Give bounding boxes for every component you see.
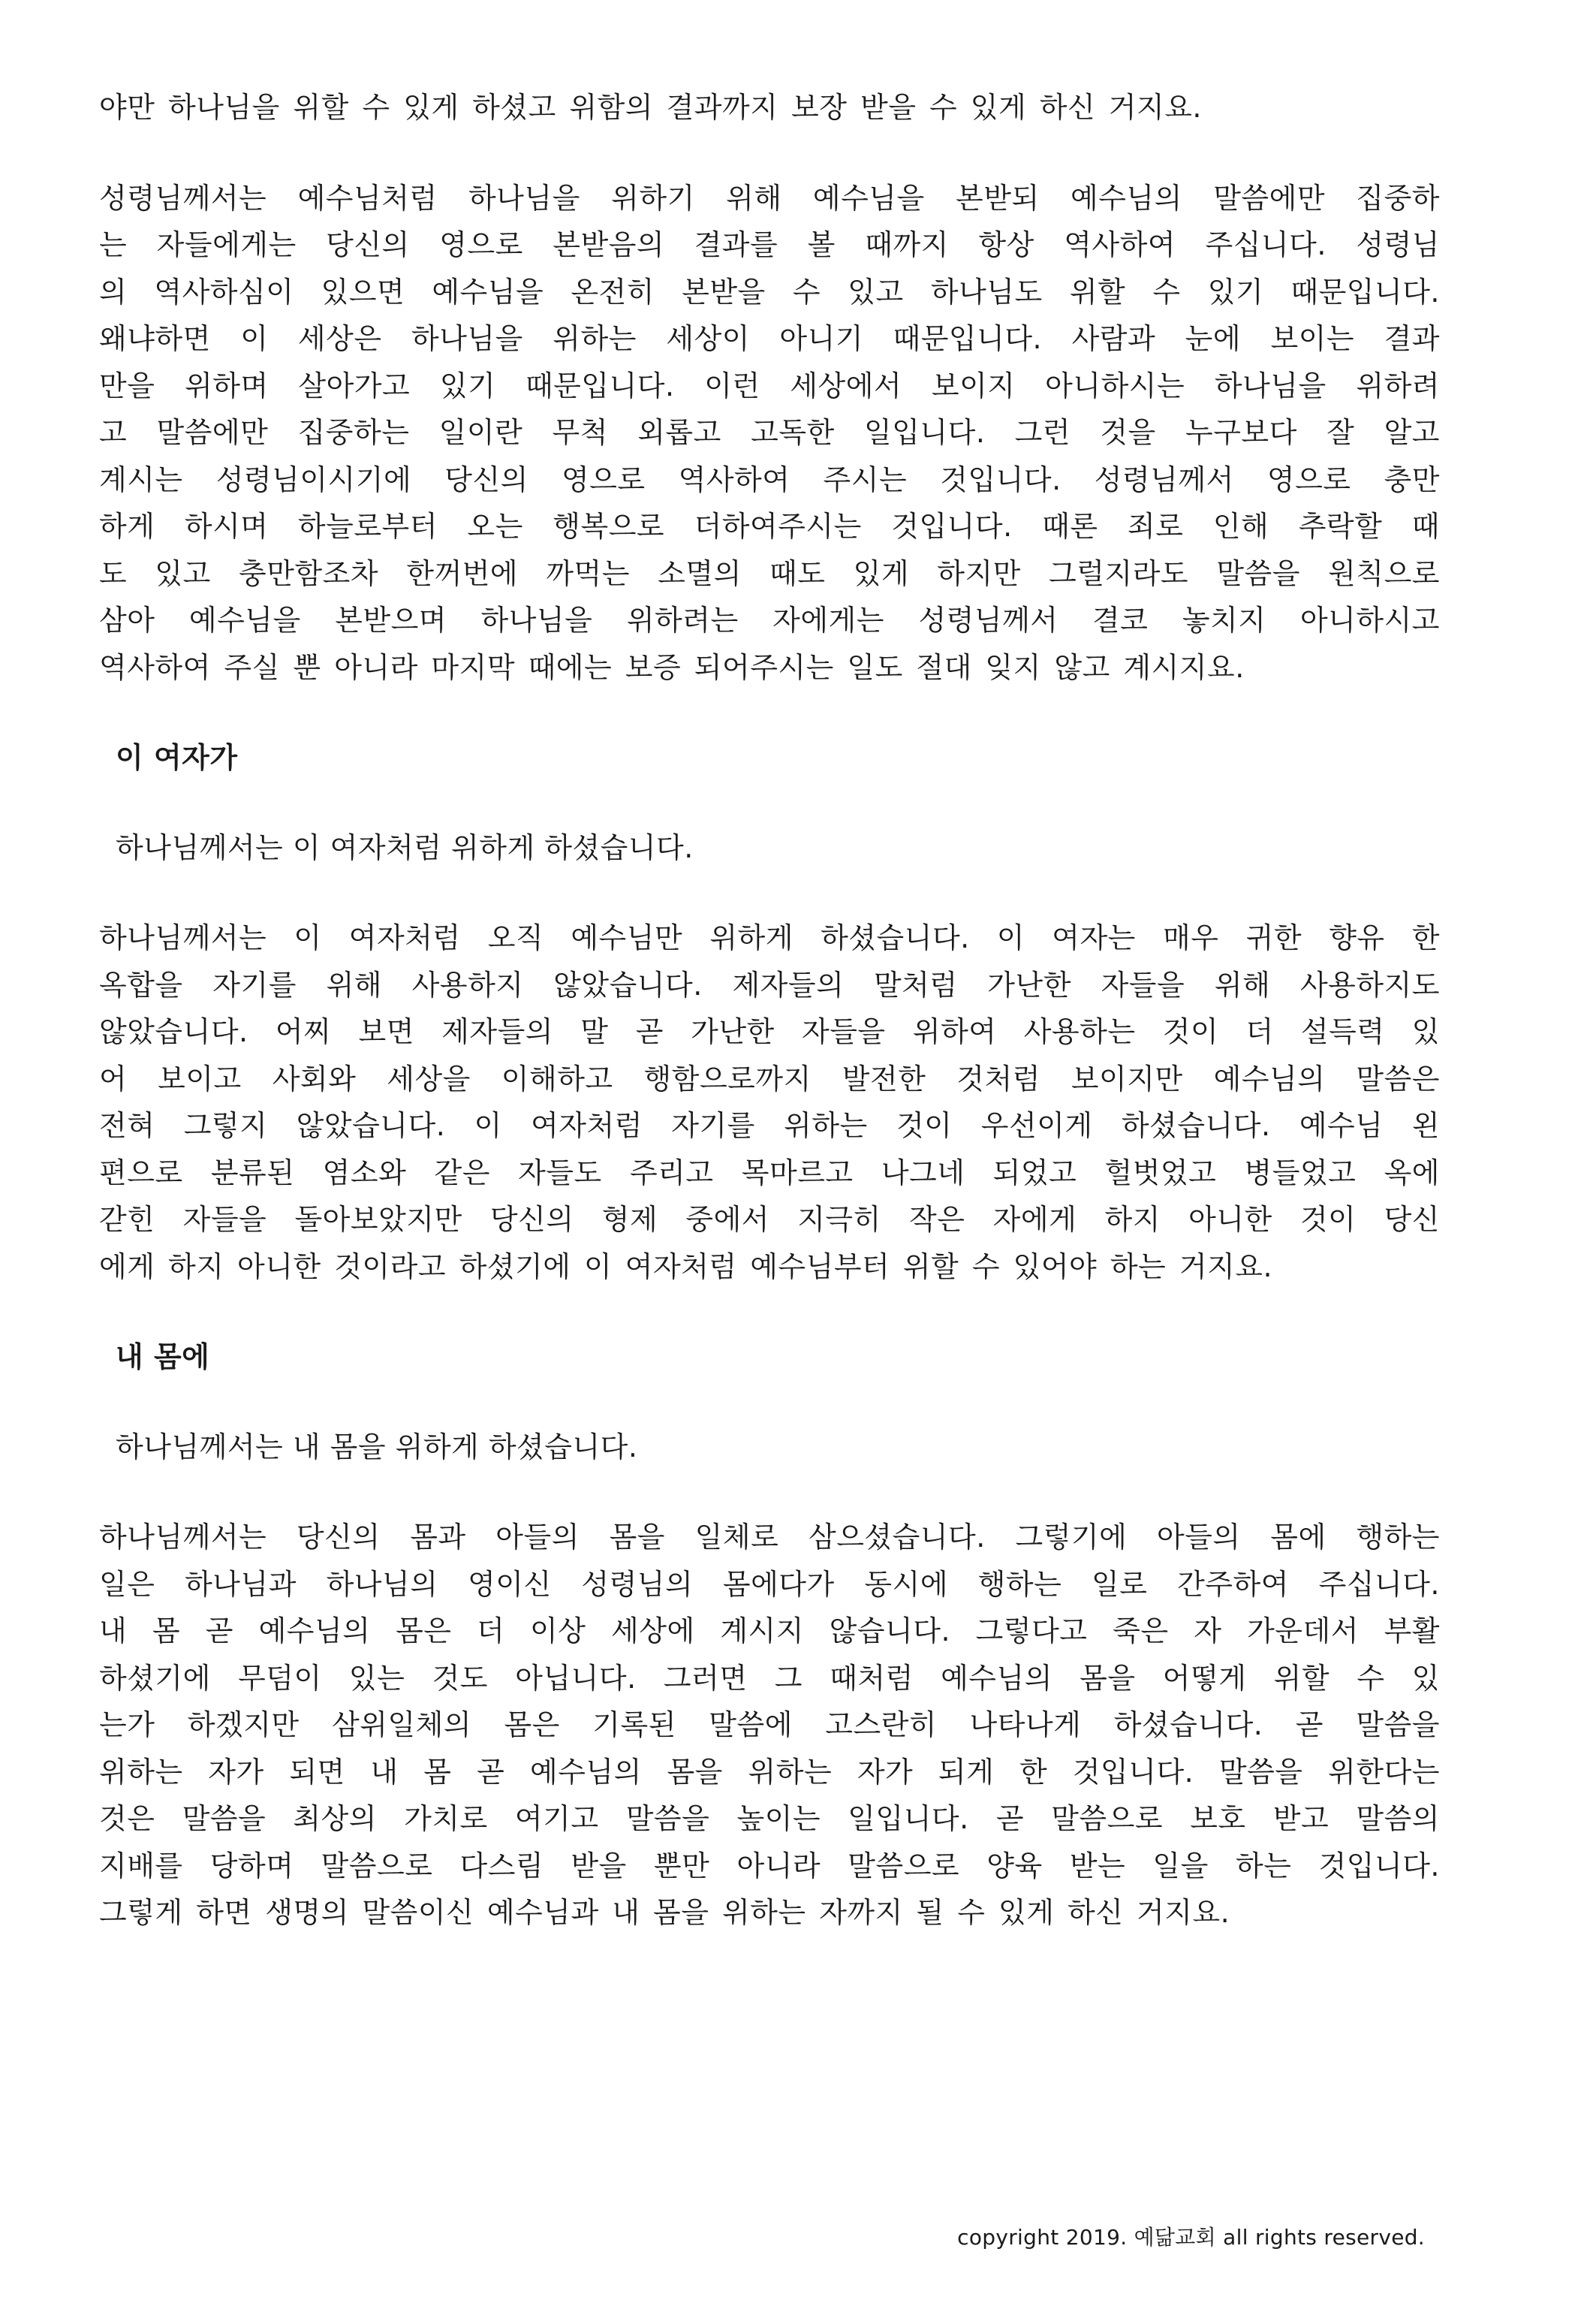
section-heading: 내 몸에 <box>116 1340 210 1373</box>
text-line: 않았습니다. 어찌 보면 제자들의 말 곧 가난한 자들을 위하여 사용하는 것이 더 설득력 있 <box>99 1015 1440 1048</box>
paragraph-holy-spirit <box>99 175 1440 692</box>
text-line: 갇힌 자들을 돌아보았지만 당신의 형제 중에서 지극히 작은 자에게 하지 아니한 것이 당신 <box>99 1203 1440 1236</box>
text-line: 계시는 성령님이시기에 당신의 영으로 역사하여 주시는 것입니다. 성령님께서 영으로 충만 <box>99 463 1440 496</box>
text-line: 역사하여 주실 뿐 아니라 마지막 때에는 보증 되어주시는 일도 절대 잊지 않고 계시지요. <box>99 650 1245 684</box>
text-line: 만을 위하며 살아가고 있기 때문입니다. 이런 세상에서 보이지 아니하시는 하나님을 위하려 <box>99 369 1440 402</box>
text-line: 의 역사하심이 있으면 예수님을 온전히 본받을 수 있고 하나님도 위할 수 있기 때문입니다. <box>99 275 1440 309</box>
text-line: 성령님께서는 예수님처럼 하나님을 위하기 위해 예수님을 본받되 예수님의 말씀에만 집중하 <box>99 181 1440 215</box>
document-page <box>99 84 1440 1937</box>
text-line: 는가 하겠지만 삼위일체의 몸은 기록된 말씀에 고스란히 나타나게 하셨습니다. 곧 말씀을 <box>99 1708 1440 1741</box>
text-line: 하나님께서는 이 여자처럼 오직 예수님만 위하게 하셨습니다. 이 여자는 매우 귀한 향유 한 <box>99 921 1440 954</box>
text-line: 지배를 당하며 말씀으로 다스림 받을 뿐만 아니라 말씀으로 양육 받는 일을 하는 것입니다. <box>99 1849 1440 1882</box>
text-line: 삼아 예수님을 본받으며 하나님을 위하려는 자에게는 성령님께서 결코 놓치지 아니하시고 <box>99 604 1440 637</box>
text-line: 도 있고 충만함조차 한꺼번에 까먹는 소멸의 때도 있게 하지만 그럴지라도 말씀을 원칙으로 <box>99 556 1440 590</box>
text-line: 것은 말씀을 최상의 가치로 여기고 말씀을 높이는 일입니다. 곧 말씀으로 보호 받고 말씀의 <box>99 1802 1440 1835</box>
text-line: 위하는 자가 되면 내 몸 곧 예수님의 몸을 위하는 자가 되게 한 것입니다. 말씀을 위한다는 <box>99 1755 1440 1789</box>
text-line: 왜냐하면 이 세상은 하나님을 위하는 세상이 아니기 때문입니다. 사람과 눈에 보이는 결과 <box>99 322 1440 355</box>
text-line: 고 말씀에만 집중하는 일이란 무척 외롭고 고독한 일입니다. 그런 것을 누구보다 잘 알고 <box>99 416 1440 449</box>
text-line: 야만 하나님을 위할 수 있게 하셨고 위함의 결과까지 보장 받을 수 있게 하신 거지요. <box>99 91 1202 124</box>
paragraph-my-body <box>99 1514 1440 1937</box>
paragraph-continuation <box>99 84 1440 131</box>
text-line: 편으로 분류된 염소와 같은 자들도 주리고 목마르고 나그네 되었고 헐벗었고 병들었고 옥에 <box>99 1156 1440 1189</box>
copyright-footer: copyright 2019. 예닮교회 all rights reserved. <box>957 2225 1425 2250</box>
text-line: 옥합을 자기를 위해 사용하지 않았습니다. 제자들의 말처럼 가난한 자들을 위해 사용하지도 <box>99 968 1440 1002</box>
section-subheading: 하나님께서는 이 여자처럼 위하게 하셨습니다. <box>116 831 694 864</box>
text-line: 그렇게 하면 생명의 말씀이신 예수님과 내 몸을 위하는 자까지 될 수 있게 하신 거지요. <box>99 1896 1230 1929</box>
text-line: 에게 하지 아니한 것이라고 하셨기에 이 여자처럼 예수님부터 위할 수 있어야 하는 거지요. <box>99 1249 1273 1283</box>
text-line: 하셨기에 무덤이 있는 것도 아닙니다. 그러면 그 때처럼 예수님의 몸을 어떻게 위할 수 있 <box>99 1661 1440 1695</box>
text-line: 일은 하나님과 하나님의 영이신 성령님의 몸에다가 동시에 행하는 일로 간주하여 주십니다. <box>99 1567 1440 1601</box>
section-subheading: 하나님께서는 내 몸을 위하게 하셨습니다. <box>116 1430 638 1463</box>
text-line: 내 몸 곧 예수님의 몸은 더 이상 세상에 계시지 않습니다. 그렇다고 죽은 자 가운데서 부활 <box>99 1614 1440 1647</box>
text-line: 하나님께서는 당신의 몸과 아들의 몸을 일체로 삼으셨습니다. 그렇기에 아들의 몸에 행하는 <box>99 1521 1440 1554</box>
text-line: 하게 하시며 하늘로부터 오는 행복으로 더하여주시는 것입니다. 때론 죄로 인해 추락할 때 <box>99 510 1440 543</box>
paragraph-this-woman <box>99 915 1440 1290</box>
text-line: 전혀 그렇지 않았습니다. 이 여자처럼 자기를 위하는 것이 우선이게 하셨습니다. 예수님 왼 <box>99 1109 1440 1142</box>
text-line: 는 자들에게는 당신의 영으로 본받음의 결과를 볼 때까지 항상 역사하여 주십니다. 성령님 <box>99 228 1440 261</box>
section-heading: 이 여자가 <box>116 741 238 774</box>
text-line: 어 보이고 사회와 세상을 이해하고 행함으로까지 발전한 것처럼 보이지만 예수님의 말씀은 <box>99 1062 1440 1096</box>
